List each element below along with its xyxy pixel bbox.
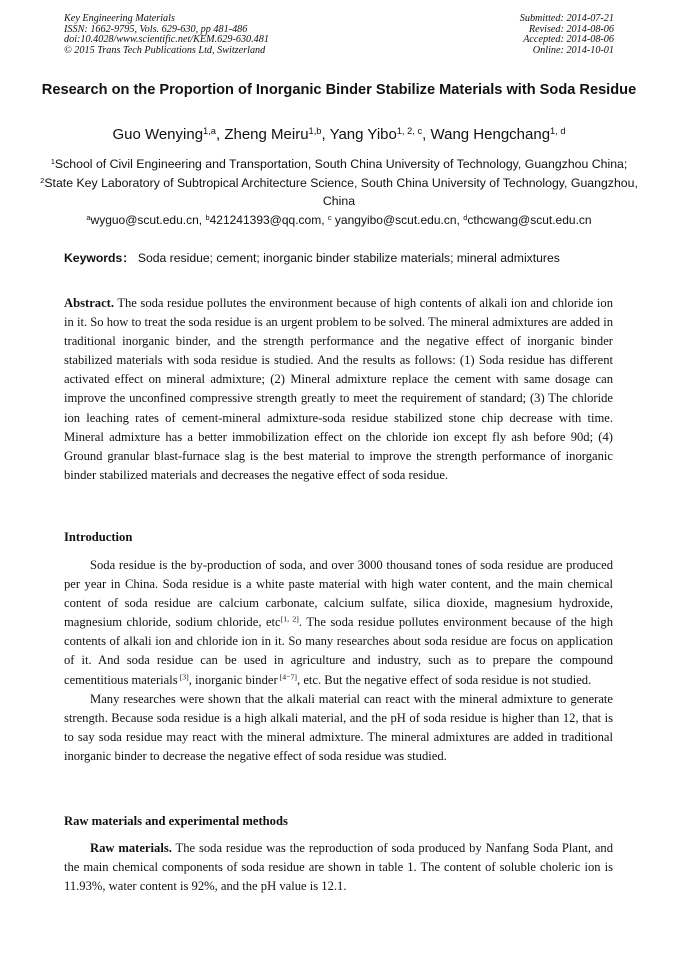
author-list xyxy=(20,126,658,144)
affiliations: $^1$School of Civil Engineering and Transportation, South China University of Technology, Guangzhou China; $^2$State Key Laboratory of Subtropical Architecture Science, South China University of Technology, Guangzhou, China xyxy=(40,156,638,208)
paragraph: Soda residue is the by-production of soda, and over 3000 thousand tones of soda residue are produced per year in China. Soda residue is a white paste material with high water content, and the main chemical content of soda residue are calcium carbonate, calcium sulfate, silica dioxide, magnesium hydroxide, magnesium chloride, sodium chloride, etc[1, 2]. The soda residue pollutes environment because of the high contents of alkali ion and chloride ion in it. So many researches about soda residue are focus on application of it. And soda residue can be used in agriculture and industry, such as to prepare the compound cementitious materials [3], inorganic binder [4−7], etc. But the negative effect of soda residue is not studied. xyxy=(64,558,614,687)
affiliation-1: School of Civil Engineering and Transportation, South China University of Technology, Guangzhou China; xyxy=(54,157,628,171)
paper-title: Research on the Proportion of Inorganic Binder Stabilize Materials with Soda Residue xyxy=(41,82,637,98)
author: Guo Wenying$^{1,a}$, xyxy=(112,125,225,143)
citation[interactable]: [1, 2] xyxy=(280,615,299,624)
revised-date: Revised: 2014-08-06 xyxy=(528,23,614,35)
citation[interactable]: [3] xyxy=(177,672,189,682)
subsection-label: Raw materials. xyxy=(90,841,172,855)
paragraph: Raw materials. The soda residue was the reproduction of soda produced by Nanfang Soda Plant, and the main chemical components of soda residue are shown in table 1. The content of soluble choleric ion is 11.93%, water content is 92%, and the pH value is 12.1. xyxy=(64,841,614,894)
online-date: Online: 2014-10-01 xyxy=(532,44,614,56)
abstract xyxy=(64,294,613,485)
author: Yang Yibo$^{1, 2, c}$, xyxy=(329,125,431,143)
keywords xyxy=(64,250,624,266)
abstract-label: Abstract. xyxy=(64,296,115,310)
copyright: © 2015 Trans Tech Publications Ltd, Switzerland xyxy=(64,44,266,56)
raw-materials-heading: Raw materials and experimental methods xyxy=(64,814,288,828)
introduction-heading: Introduction xyxy=(64,530,133,544)
citation[interactable]: [4−7] xyxy=(277,672,298,682)
paragraph: Many researches were shown that the alkali material can react with the mineral admixture to generate strength. Because soda residue is a high alkali material, and the pH of soda residue is higher than 12, that is to say soda residue may react with the mineral admixture. The mineral admixtures are added in traditional inorganic binder to decrease the negative effect of soda residue was studied. xyxy=(64,691,613,763)
doi: doi:10.4028/www.scientific.net/KEM.629-630.481 xyxy=(64,34,269,46)
issn: ISSN: 1662-9795, Vols. 629-630, pp 481-486 xyxy=(64,23,248,35)
email-link[interactable]: cthcwang@scut.edu.cn xyxy=(467,213,592,227)
keywords-label: Keywords： xyxy=(64,251,135,265)
journal-name: Key Engineering Materials xyxy=(64,13,175,24)
affiliation-2: State Key Laboratory of Subtropical Architecture Science, South China University of Technology, Guangzhou, China xyxy=(44,175,638,208)
email-link[interactable]: 421241393@qq.com, xyxy=(209,213,328,227)
author: Wang Hengchang$^{1, d}$ xyxy=(430,125,566,143)
accepted-date: Accepted: 2014-08-06 xyxy=(523,34,614,46)
abstract-text: The soda residue pollutes the environment because of high contents of alkali ion and chloride ion in it. So how to treat the soda residue is an urgent problem to be solved. The mineral admixtures are added in traditional inorganic binder, and the strength performance and the negative effect of inorganic binder stabilized materials with soda residue is studied. And the results as follows: (1) Soda residue has different activated effect on mineral admixture; (2) Mineral admixture replace the cement with same dosage can improve the unconfined compressive strength greatly to meet the requirement of standard; (3) The chloride ion leaching rates of cement-mineral admixture-soda residue stabilized stone chip decrease with time. Mineral admixture has a better immobilization effect on the chloride ion except fly ash before 90d; (4) Ground granular blast-furnace slag is the best material to improve the strength performance of inorganic binder stabilized materials and decreases the negative effect of soda residue. xyxy=(64,296,613,482)
email-list: $^a$wyguo@scut.edu.cn, $^b$421241393@qq.com, $^c$ yangyibo@scut.edu.cn, $^d$cthcwang@scut.edu.cn xyxy=(86,212,592,227)
journal-info xyxy=(64,14,269,56)
submitted-date: Submitted: 2014-07-21 xyxy=(519,13,614,24)
raw-materials-body xyxy=(64,839,613,896)
keywords-text: Soda residue; cement; inorganic binder stabilize materials; mineral admixtures xyxy=(137,251,560,265)
email-link[interactable]: wyguo@scut.edu.cn, xyxy=(90,213,206,227)
dates-info xyxy=(520,14,614,56)
introduction-body xyxy=(64,556,613,766)
email-link[interactable]: yangyibo@scut.edu.cn, xyxy=(331,213,464,227)
author: Zheng Meiru$^{1,b}$, xyxy=(224,125,330,143)
